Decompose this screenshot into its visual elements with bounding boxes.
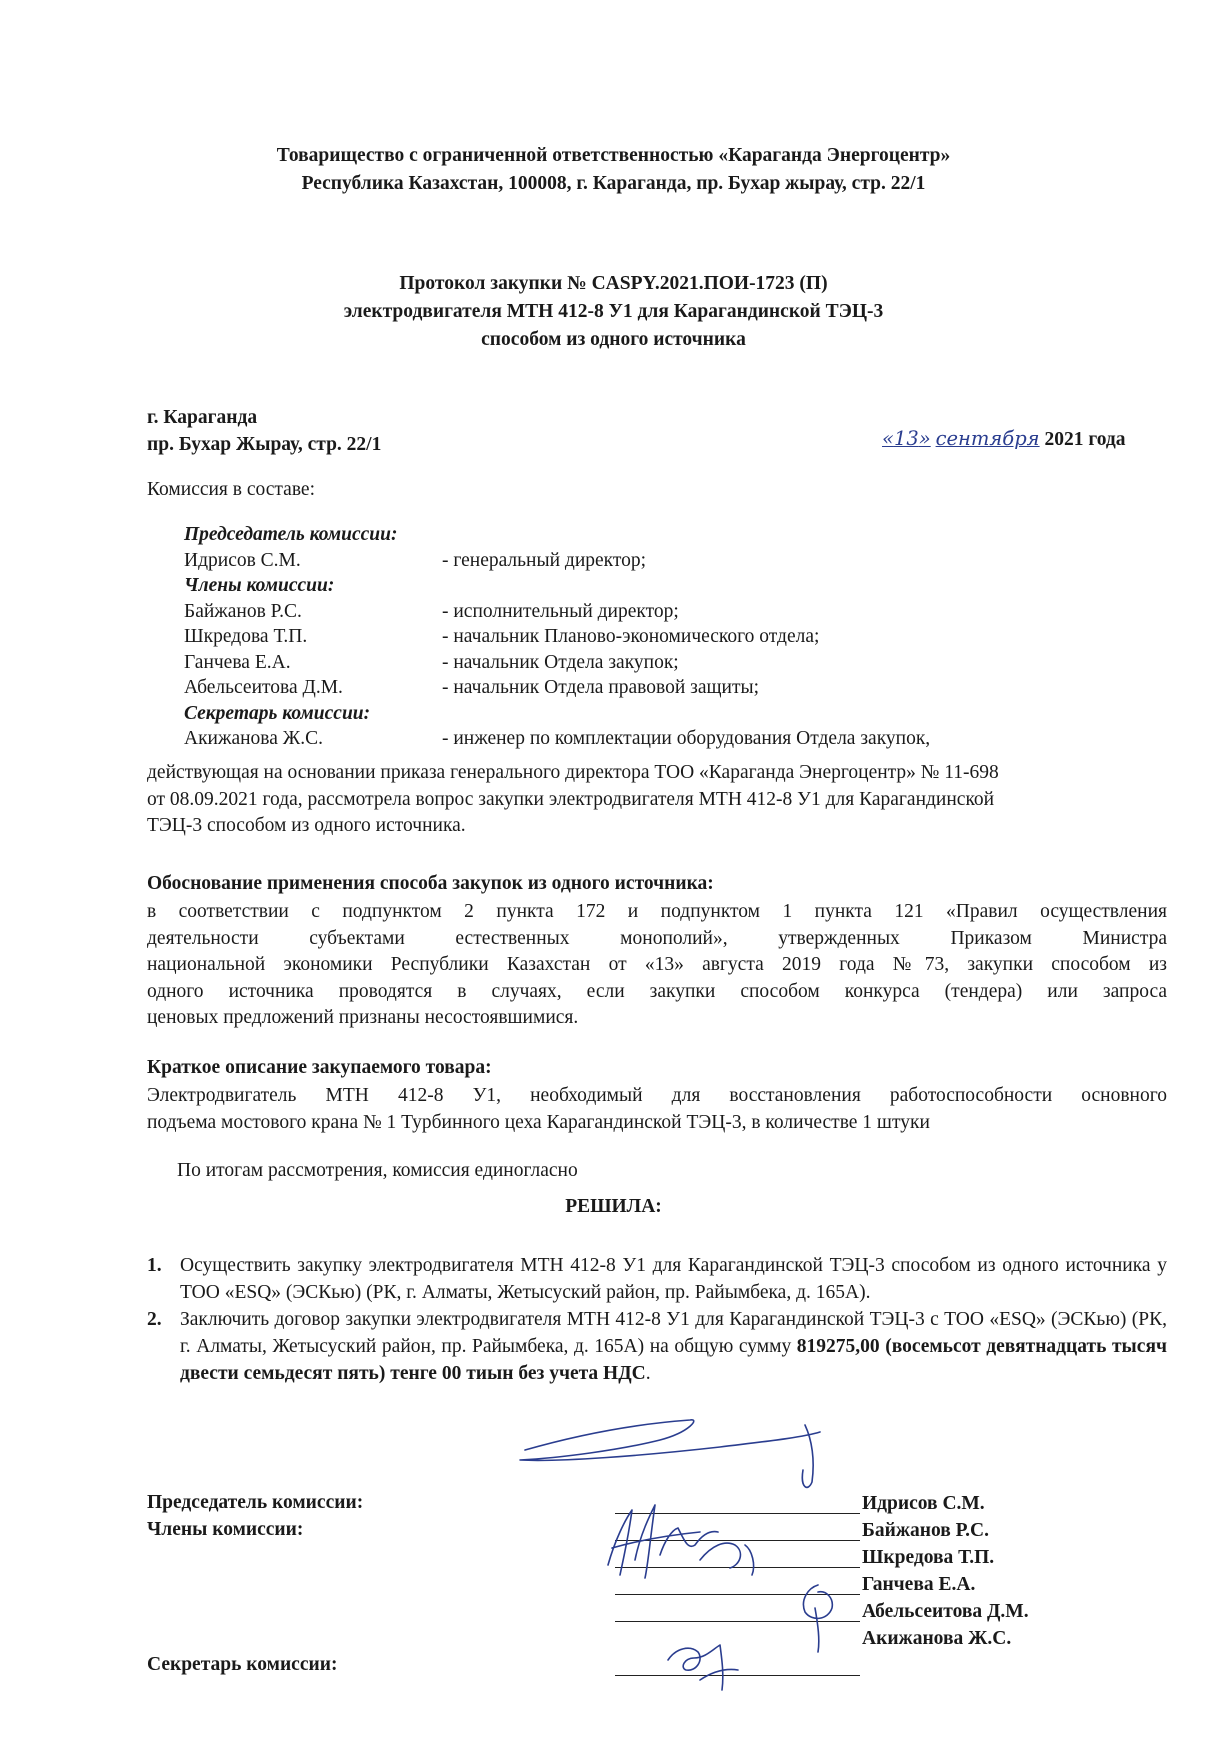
- member-row: [184, 548, 1084, 574]
- decision-text: Осуществить закупку электродвигателя МТН 412-8 У1 для Карагандинской ТЭЦ-3 способом из одного источника у ТОО «ESQ» (ЭСКью) (РК, г. Алматы, Жетысуский район, пр. Райымбека, д. 165А).: [180, 1255, 1167, 1303]
- paragraph-line: Электродвигатель МТН 412-8 У1, необходимый для восстановления работоспособности основного: [147, 1085, 1167, 1106]
- protocol-method: способом из одного источника: [481, 329, 746, 350]
- decision-amount: 819275,00 (восемьсот девятнадцать тысяч двести семьдесят пять) тенге 00 тиын без учета НДС: [180, 1336, 1167, 1384]
- commission-intro: Комиссия в составе:: [147, 479, 315, 500]
- paragraph-line: в соответствии с подпунктом 2 пункта 172 и подпунктом 1 пункта 121 «Правил осуществления: [147, 901, 1167, 922]
- protocol-subject: электродвигателя МТН 412-8 У1 для Карагандинской ТЭЦ-3: [343, 301, 884, 322]
- signatory-names: [862, 1490, 1029, 1652]
- paragraph-line: ценовых предложений признаны несостоявшимися.: [147, 1007, 579, 1028]
- org-address: Республика Казахстан, 100008, г. Караганда, пр. Бухар жырау, стр. 22/1: [301, 173, 926, 194]
- member-row: [184, 726, 1084, 752]
- decision-number: 1.: [147, 1255, 162, 1276]
- member-signature: [700, 1543, 754, 1575]
- signature-line: [615, 1675, 860, 1676]
- protocol-title: [0, 270, 1227, 354]
- paragraph-line: от 08.09.2021 года, рассмотрела вопрос закупки электродвигателя МТН 412-8 У1 для Карагандинской: [147, 788, 995, 810]
- organization-header: [0, 142, 1227, 198]
- org-name: Товарищество с ограниченной ответственностью «Караганда Энергоцентр»: [276, 145, 951, 166]
- decision-number: 2.: [147, 1309, 162, 1330]
- member-name: Ганчева Е.А.: [184, 651, 291, 673]
- paragraph-line: деятельности субъектами естественных монополий», утвержденных Приказом Министра: [147, 927, 1167, 949]
- chair-signature: [520, 1420, 820, 1488]
- justification-text: [147, 899, 1167, 1032]
- date-close-quote: »: [918, 427, 931, 450]
- member-name: Абельсеитова Д.М.: [184, 677, 343, 698]
- member-row: [184, 650, 1084, 676]
- date-year: 2021 года: [1044, 429, 1126, 450]
- street-address: пр. Бухар Жырау, стр. 22/1: [147, 434, 382, 455]
- signatory-name: Абельсеитова Д.М.: [862, 1601, 1029, 1622]
- secretary-heading: Секретарь комиссии:: [184, 702, 371, 724]
- city: г. Караганда: [147, 407, 258, 428]
- decision-text-end: .: [645, 1363, 651, 1384]
- member-position: - начальник Отдела правовой защиты;: [442, 677, 759, 698]
- signature-line: [615, 1540, 860, 1541]
- paragraph-line: подъема мостового крана № 1 Турбинного цеха Карагандинской ТЭЦ-3, в количестве 1 штуки: [147, 1111, 930, 1133]
- commission-members: [184, 522, 1084, 752]
- description-text: [147, 1083, 1167, 1136]
- member-position: - исполнительный директор;: [442, 600, 679, 622]
- members-signature-label: Члены комиссии:: [147, 1519, 304, 1540]
- member-name: Шкредова Т.П.: [184, 626, 308, 647]
- signature-line: [615, 1621, 860, 1622]
- signatory-name: Ганчева Е.А.: [862, 1574, 976, 1595]
- description-heading: Краткое описание закупаемого товара:: [147, 1057, 492, 1078]
- signatory-name: Байжанов Р.С.: [862, 1520, 989, 1541]
- member-row: [184, 675, 1084, 701]
- result-intro: По итогам рассмотрения, комиссия единогласно: [177, 1160, 578, 1181]
- signature-line: [615, 1594, 860, 1595]
- date-open-quote: «: [882, 427, 894, 450]
- date-month: сентября: [935, 427, 1040, 450]
- secretary-signature: [668, 1645, 738, 1690]
- member-name: Байжанов Р.С.: [184, 600, 302, 622]
- decision-item: [147, 1306, 1167, 1387]
- member-position: - инженер по комплектации оборудования Отдела закупок,: [442, 728, 931, 749]
- chair-heading: Председатель комиссии:: [184, 524, 398, 545]
- member-row: [184, 624, 1084, 650]
- decision-item: [147, 1252, 1167, 1306]
- member-position: - начальник Планово-экономического отдела;: [442, 626, 820, 647]
- protocol-number: Протокол закупки № CASPY.2021.ПОИ-1723 (П): [399, 273, 828, 294]
- members-heading: Члены комиссии:: [184, 575, 335, 596]
- paragraph-line: одного источника проводятся в случаях, если закупки способом конкурса (тендера) или запроса: [147, 980, 1167, 1002]
- paragraph-line: ТЭЦ-3 способом из одного источника.: [147, 815, 466, 836]
- paragraph-line: национальной экономики Республики Казахстан от «13» августа 2019 года №73, закупки способом из: [147, 954, 1167, 975]
- decided-heading: РЕШИЛА:: [565, 1196, 662, 1217]
- signatory-name: Идрисов С.М.: [862, 1493, 985, 1514]
- signature-line: [615, 1567, 860, 1568]
- chair-signature-label: Председатель комиссии:: [147, 1492, 364, 1513]
- signature-line: [615, 1513, 860, 1514]
- member-position: - начальник Отдела закупок;: [442, 651, 679, 673]
- member-name: Идрисов С.М.: [184, 549, 301, 571]
- decisions-list: [147, 1252, 1167, 1387]
- secretary-signature-label: Секретарь комиссии:: [147, 1654, 338, 1675]
- member-position: - генеральный директор;: [442, 549, 647, 571]
- signatory-name: Акижанова Ж.С.: [862, 1628, 1012, 1649]
- member-name: Акижанова Ж.С.: [184, 728, 324, 749]
- place-block: [147, 404, 381, 458]
- member-row: [184, 599, 1084, 625]
- member-signature: [803, 1585, 832, 1652]
- decision-text: Заключить договор закупки электродвигателя МТН 412-8 У1 для Карагандинской ТЭЦ-3 с ТОО «ESQ» (ЭСКью) (РК, г. Алматы, Жетысуский район, пр. Райымбека, д. 165А) на общую сумму: [180, 1309, 1167, 1357]
- date-day: 13: [893, 427, 919, 450]
- justification-heading: Обоснование применения способа закупок из одного источника:: [147, 873, 714, 894]
- acting-paragraph: [147, 760, 1167, 840]
- signatory-name: Шкредова Т.П.: [862, 1547, 995, 1568]
- paragraph-line: действующая на основании приказа генерального директора ТОО «Караганда Энергоцентр» № 11-698: [147, 762, 999, 783]
- protocol-date: [882, 427, 1152, 451]
